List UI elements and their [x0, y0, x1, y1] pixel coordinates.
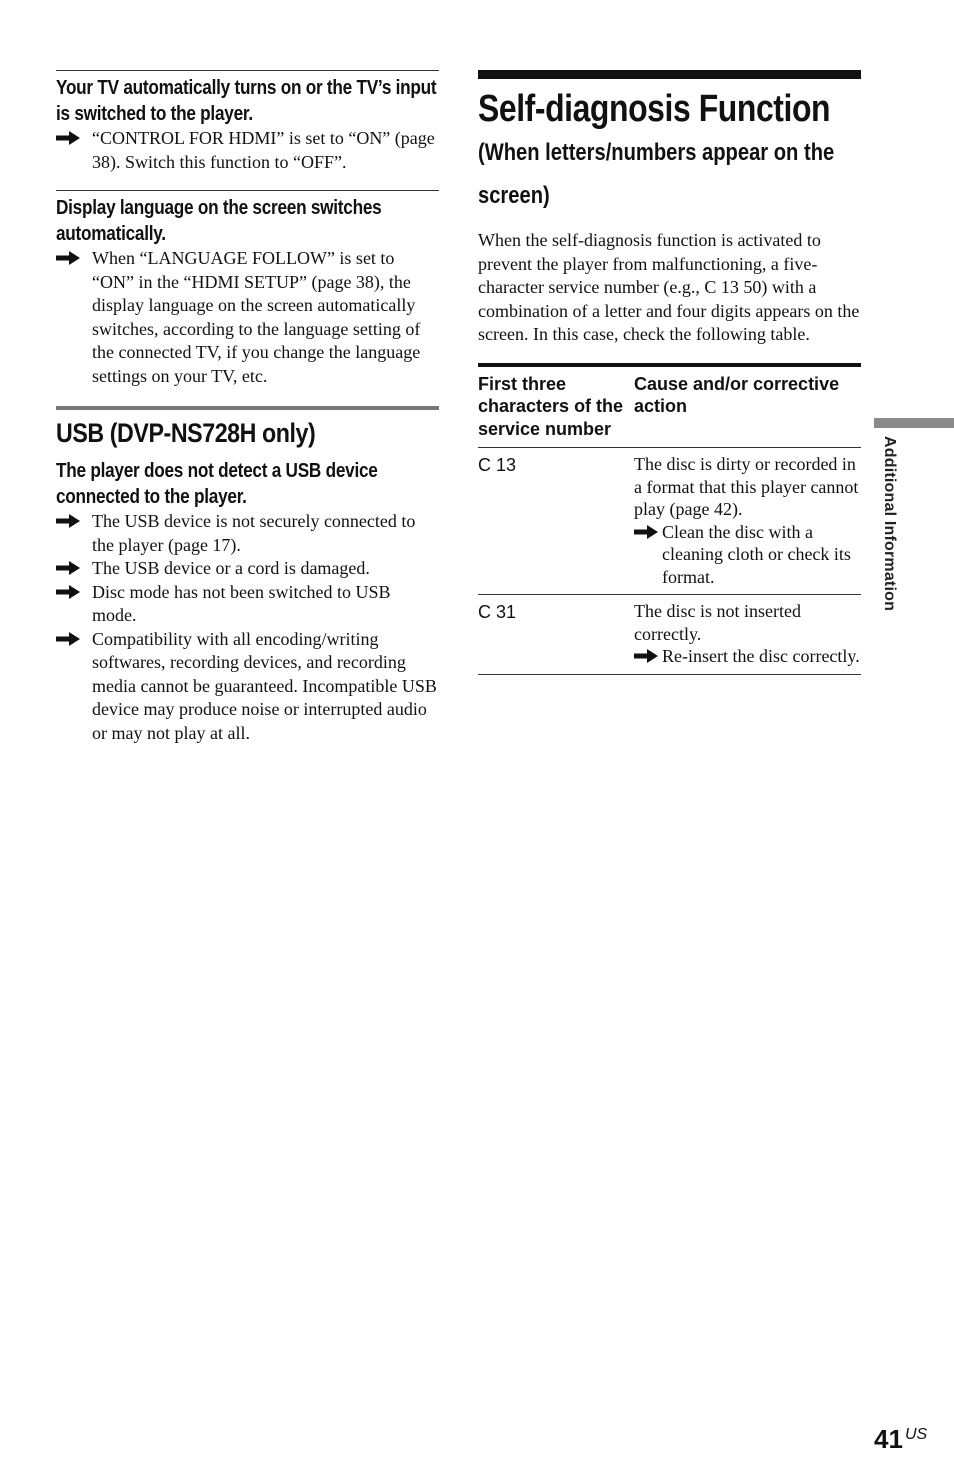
- list-item: Compatibility with all encoding/writing softwares, recording devices, and recording media cannot be guaranteed. Incompatible USB device may produce noise or interrupted audio or may not play at all.: [56, 628, 439, 746]
- column-header-code: First three characters of the service number: [478, 373, 624, 439]
- right-arrow-icon: [56, 131, 80, 145]
- list-item: The USB device or a cord is damaged.: [56, 557, 439, 581]
- trouble-heading-usb: The player does not detect a USB device connected to the player.: [56, 460, 378, 508]
- cause-text: The disc is dirty or recorded in a format that this player cannot play (page 42).: [634, 454, 859, 519]
- right-arrow-icon: [56, 514, 80, 528]
- list-item: When “LANGUAGE FOLLOW” is set to “ON” in the “HDMI SETUP” (page 38), the display language on the screen automatically switches, according to the language setting of the connected TV, if you change the language settings on your TV, etc.: [56, 247, 439, 388]
- list-item: Disc mode has not been switched to USB mode.: [56, 581, 439, 628]
- list-item: “CONTROL FOR HDMI” is set to “ON” (page 38). Switch this function to “OFF”.: [56, 127, 439, 174]
- title-rule: [478, 70, 861, 79]
- right-column: [478, 70, 861, 675]
- usb-section-title: USB (DVP-NS728H only): [56, 418, 316, 448]
- right-arrow-icon: [56, 561, 80, 575]
- corrective-action: Clean the disc with a cleaning cloth or check its format.: [634, 521, 861, 589]
- table-row: [478, 448, 861, 595]
- page-number: 41: [874, 1424, 903, 1454]
- column-header-action: Cause and/or corrective action: [634, 373, 840, 416]
- table-header-row: [478, 365, 861, 448]
- service-code: C 31: [478, 602, 517, 622]
- right-arrow-icon: [56, 585, 80, 599]
- corrective-action: Re-insert the disc correctly.: [634, 645, 861, 668]
- section-tab-marker: [874, 418, 954, 428]
- left-column: [56, 70, 439, 745]
- service-code: C 13: [478, 455, 517, 475]
- list-item: The USB device is not securely connected to the player (page 17).: [56, 510, 439, 557]
- right-arrow-icon: [56, 251, 80, 265]
- trouble-heading-tv-on: Your TV automatically turns on or the TV’s input is switched to the player.: [56, 77, 437, 125]
- cause-text: The disc is not inserted correctly.: [634, 601, 801, 644]
- table-row: [478, 595, 861, 675]
- cause-cell: [634, 595, 861, 675]
- right-arrow-icon: [634, 525, 658, 539]
- page-title: Self-diagnosis Function: [478, 88, 831, 130]
- intro-paragraph: When the self-diagnosis function is activated to prevent the player from malfunctioning, a five-character service number (e.g., C 13 50) with a combination of a letter and four digits appears on the screen. In this case, check the following table.: [478, 230, 860, 344]
- trouble-heading-language: Display language on the screen switches automatically.: [56, 197, 382, 245]
- page-region-suffix: US: [905, 1426, 928, 1443]
- service-number-table: [478, 363, 861, 675]
- cause-cell: [634, 448, 861, 595]
- page-subtitle: (When letters/numbers appear on the screen): [478, 139, 835, 209]
- section-tab-label: Additional Information: [881, 436, 898, 612]
- right-arrow-icon: [56, 632, 80, 646]
- right-arrow-icon: [634, 649, 658, 663]
